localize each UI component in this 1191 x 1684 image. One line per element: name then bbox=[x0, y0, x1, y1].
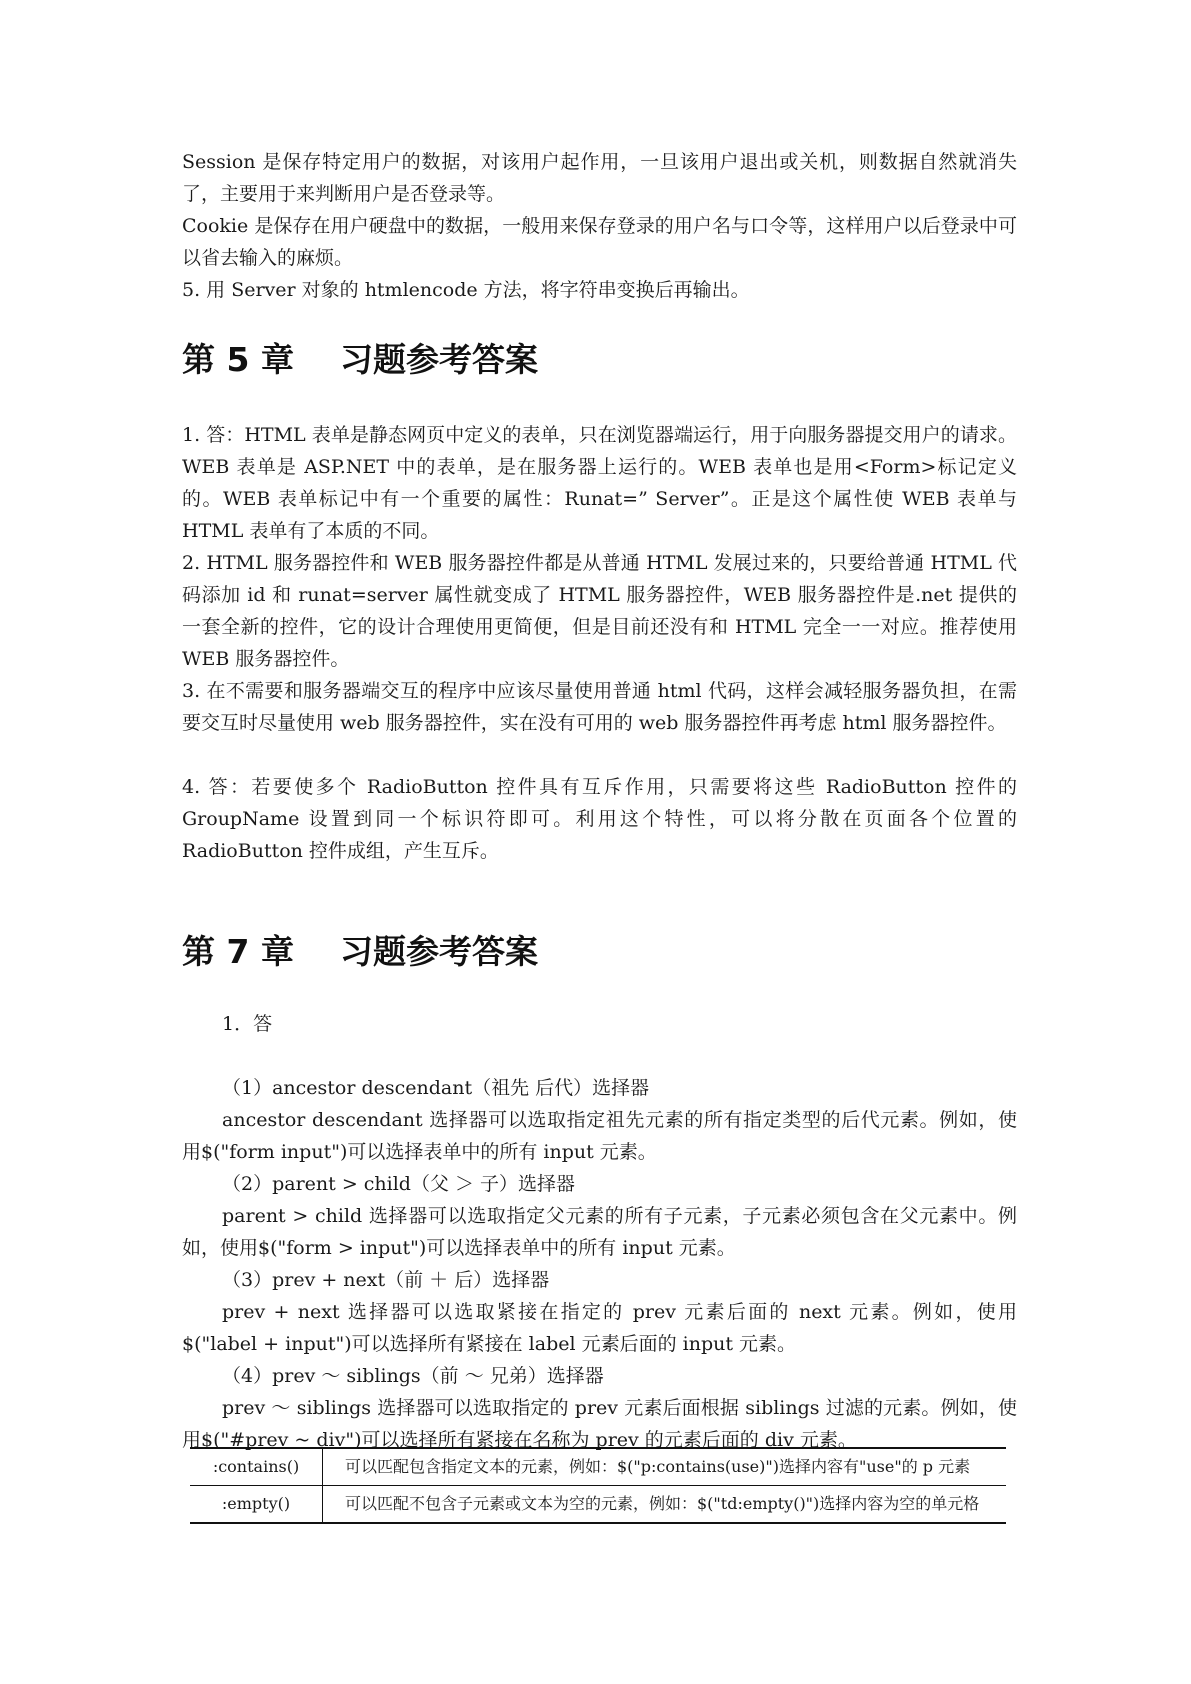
table-cell-key: :empty() bbox=[190, 1486, 323, 1524]
chapter-7-heading bbox=[182, 932, 538, 972]
selector-1-title: （1）ancestor descendant（祖先 后代）选择器 bbox=[222, 1077, 650, 1099]
ch7-answer-1-label: 1．答 bbox=[222, 1013, 273, 1035]
table-row bbox=[190, 1448, 1006, 1486]
table-cell-desc: 可以匹配不包含子元素或文本为空的元素，例如：$("td:empty()")选择内容为空的单元格 bbox=[323, 1486, 1007, 1524]
table-cell-key: :contains() bbox=[190, 1448, 323, 1486]
selector-4-body: prev ～ siblings 选择器可以选取指定的 prev 元素后面根据 siblings 过滤的元素。例如，使用$("#prev ~ div")可以选择所有紧接在名称为 prev 的元素后面的 div 元素。 bbox=[182, 1397, 1017, 1451]
selector-2-body: parent > child 选择器可以选取指定父元素的所有子元素，子元素必须包含在父元素中。例如，使用$("form > input")可以选择表单中的所有 input 元素。 bbox=[182, 1205, 1017, 1259]
selector-2-title: （2）parent > child（父 ＞ 子）选择器 bbox=[222, 1173, 576, 1195]
ch5-answer-4: 4. 答：若要使多个 RadioButton 控件具有互斥作用，只需要将这些 RadioButton 控件的 GroupName 设置到同一个标识符即可。利用这个特性，可以将分散在页面各个位置的 RadioButton 控件成组，产生互斥。 bbox=[182, 776, 1017, 862]
ch5-answer-2: 2. HTML 服务器控件和 WEB 服务器控件都是从普通 HTML 发展过来的，只要给普通 HTML 代码添加 id 和 runat=server 属性就变成了 HTML 服务器控件，WEB 服务器控件是.net 提供的一套全新的控件，它的设计合理使用更简便，但是目前还没有和 HTML 完全一一对应。推荐使用 WEB 服务器控件。 bbox=[182, 552, 1017, 670]
chapter-7-number: 第 7 章 bbox=[182, 932, 294, 971]
table-row bbox=[190, 1486, 1006, 1524]
session-paragraph: Session 是保存特定用户的数据，对该用户起作用，一旦该用户退出或关机，则数据自然就消失了，主要用于来判断用户是否登录等。 bbox=[182, 151, 1017, 205]
selector-3-title: （3）prev + next（前 ＋ 后）选择器 bbox=[222, 1269, 550, 1291]
ch5-answer-1: 1. 答：HTML 表单是静态网页中定义的表单，只在浏览器端运行，用于向服务器提交用户的请求。WEB 表单是 ASP.NET 中的表单，是在服务器上运行的。WEB 表单也是用<Form>标记定义的。WEB 表单标记中有一个重要的属性：Runat=” Server”。正是这个属性使 WEB 表单与 HTML 表单有了本质的不同。 bbox=[182, 424, 1017, 542]
filter-selector-table bbox=[190, 1447, 1006, 1524]
selector-4-title: （4）prev ～ siblings（前 ～ 兄弟）选择器 bbox=[222, 1365, 604, 1387]
chapter-5-heading bbox=[182, 340, 538, 380]
chapter-5-number: 第 5 章 bbox=[182, 340, 294, 379]
ch5-answer-3: 3. 在不需要和服务器端交互的程序中应该尽量使用普通 html 代码，这样会减轻服务器负担，在需要交互时尽量使用 web 服务器控件，实在没有可用的 web 服务器控件再考虑 html 服务器控件。 bbox=[182, 680, 1017, 734]
item-5-paragraph: 5. 用 Server 对象的 htmlencode 方法，将字符串变换后再输出。 bbox=[182, 279, 750, 301]
chapter-7-title: 习题参考答案 bbox=[339, 932, 538, 971]
selector-3-body: prev + next 选择器可以选取紧接在指定的 prev 元素后面的 next 元素。例如，使用$("label + input")可以选择所有紧接在 label 元素后面的 input 元素。 bbox=[182, 1301, 1017, 1355]
table-cell-desc: 可以匹配包含指定文本的元素，例如：$("p:contains(use)")选择内容有"use"的 p 元素 bbox=[323, 1448, 1007, 1486]
selector-1-body: ancestor descendant 选择器可以选取指定祖先元素的所有指定类型的后代元素。例如，使用$("form input")可以选择表单中的所有 input 元素。 bbox=[182, 1109, 1017, 1163]
cookie-paragraph: Cookie 是保存在用户硬盘中的数据，一般用来保存登录的用户名与口令等，这样用户以后登录中可以省去输入的麻烦。 bbox=[182, 215, 1017, 269]
chapter-5-title: 习题参考答案 bbox=[339, 340, 538, 379]
